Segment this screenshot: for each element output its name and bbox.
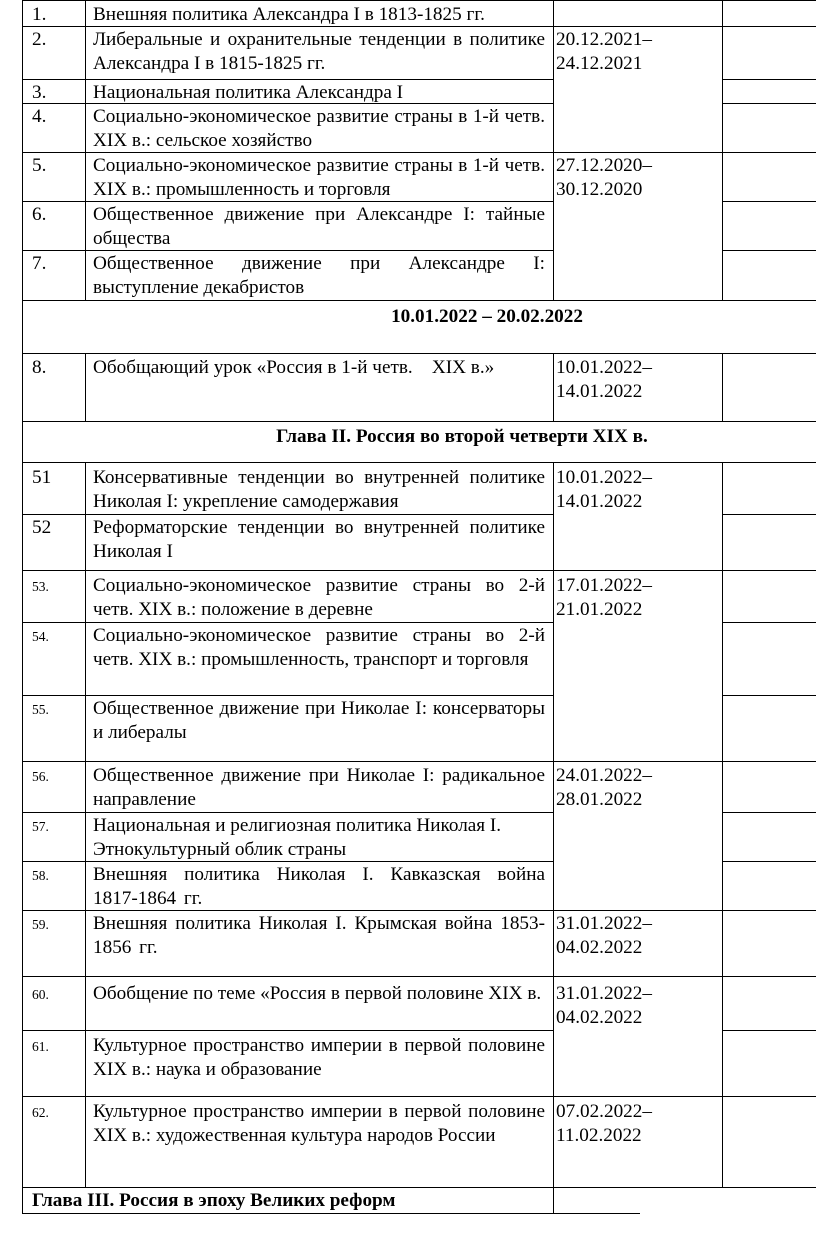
row-number: 54.: [32, 629, 49, 644]
column-divider: [553, 0, 554, 300]
row-topic: Национальная политика Александра I: [93, 82, 404, 103]
row-divider: [722, 1030, 816, 1031]
row-number: 60.: [32, 987, 49, 1002]
row-topic: Культурное пространство империи в первой половине XIX в.: наука и образование: [93, 1035, 545, 1080]
row-topic: Общественное движение при Николае I: консерваторы и либералы: [93, 698, 545, 743]
row-divider: [22, 812, 553, 813]
row-number: 57.: [32, 819, 49, 834]
row-divider: [22, 79, 553, 80]
row-topic: Национальная и религиозная политика Николая I. Этнокультурный облик страны: [93, 815, 502, 860]
row-topic: Либеральные и охранительные тенденции в политике Александра I в 1815-1825 гг.: [93, 29, 545, 74]
date-range-start: 10.01.2022–: [556, 357, 652, 378]
row-topic: Общественное движение при Александре I: выступление декабристов: [93, 253, 545, 298]
row-topic: Социально-экономическое развитие страны во 2-й четв. XIX в.: положение в деревне: [93, 575, 545, 620]
row-divider: [22, 695, 553, 696]
column-divider: [85, 353, 86, 421]
date-range-end: 04.02.2022: [556, 937, 643, 958]
row-divider: [722, 201, 816, 202]
row-number: 6.: [32, 204, 47, 225]
row-number: 56.: [32, 769, 49, 784]
column-divider: [85, 0, 86, 300]
date-range-start: 24.01.2022–: [556, 765, 652, 786]
table-border: [22, 0, 23, 1214]
row-topic: Общественное движение при Александре I: тайные общества: [93, 204, 545, 249]
row-divider: [22, 761, 816, 762]
row-number: 53.: [32, 579, 49, 594]
chapter-heading: Глава II. Россия во второй четверти XIX в.: [276, 426, 648, 447]
period-heading: 10.01.2022 – 20.02.2022: [391, 306, 583, 327]
row-divider: [22, 462, 816, 463]
date-range-start: 17.01.2022–: [556, 575, 652, 596]
row-number: 55.: [32, 702, 49, 717]
date-range-end: 30.12.2020: [556, 179, 643, 200]
row-divider: [722, 79, 816, 80]
row-divider: [22, 570, 816, 571]
column-divider: [722, 0, 723, 300]
row-divider: [722, 861, 816, 862]
row-divider: [722, 250, 816, 251]
row-divider: [22, 622, 553, 623]
row-topic: Внешняя политика Николая I. Крымская война 1853-1856 гг.: [93, 913, 545, 958]
row-divider: [22, 421, 816, 422]
row-topic: Культурное пространство империи в первой половине XIX в.: художественная культура народов России: [93, 1101, 545, 1146]
date-range-end: 28.01.2022: [556, 789, 643, 810]
row-divider: [22, 353, 816, 354]
date-range-start: 27.12.2020–: [556, 155, 652, 176]
row-divider: [22, 1030, 553, 1031]
row-divider: [722, 514, 816, 515]
row-topic: Социально-экономическое развитие страны во 2-й четв. XIX в.: промышленность, транспорт и торговля: [93, 625, 545, 670]
row-topic: Социально-экономическое развитие страны в 1-й четв. XIX в.: промышленность и торговля: [93, 155, 545, 200]
row-topic: Социально-экономическое развитие страны в 1-й четв. XIX в.: сельское хозяйство: [93, 106, 545, 151]
date-range-end: 04.02.2022: [556, 1007, 643, 1028]
row-number: 51: [32, 467, 52, 488]
row-divider: [722, 695, 816, 696]
row-topic: Внешняя политика Николая I. Кавказская война 1817-1864 гг.: [93, 864, 545, 909]
row-number: 61.: [32, 1039, 49, 1054]
date-range-end: 21.01.2022: [556, 599, 643, 620]
date-range-end: 24.12.2021: [556, 53, 643, 74]
row-number: 7.: [32, 253, 47, 274]
date-range-start: 31.01.2022–: [556, 983, 652, 1004]
row-topic: Обобщающий урок «Россия в 1-й четв. XIX в.»: [93, 357, 495, 378]
row-number: 8.: [32, 357, 47, 378]
column-divider: [85, 462, 86, 1187]
row-number: 4.: [32, 106, 47, 127]
row-number: 62.: [32, 1105, 49, 1120]
row-divider: [722, 103, 816, 104]
date-range-start: 20.12.2021–: [556, 29, 652, 50]
chapter-heading: Глава III. Россия в эпоху Великих реформ: [32, 1190, 396, 1211]
column-divider: [722, 462, 723, 1187]
row-topic: Реформаторские тенденции во внутренней политике Николая I: [93, 517, 545, 562]
column-divider: [722, 353, 723, 421]
row-topic: Внешняя политика Александра I в 1813-1825 гг.: [93, 4, 485, 25]
table-border: [22, 0, 816, 1]
row-divider: [22, 976, 816, 977]
date-range-end: 11.02.2022: [556, 1125, 642, 1146]
date-range-end: 14.01.2022: [556, 491, 643, 512]
column-divider: [553, 353, 554, 421]
row-number: 58.: [32, 868, 49, 883]
row-number: 3.: [32, 82, 47, 103]
date-range-start: 31.01.2022–: [556, 913, 652, 934]
row-number: 59.: [32, 917, 49, 932]
row-divider: [722, 812, 816, 813]
row-number: 1.: [32, 4, 47, 25]
date-range-end: 14.01.2022: [556, 381, 643, 402]
row-topic: Общественное движение при Николае I: радикальное направление: [93, 765, 545, 810]
row-number: 2.: [32, 29, 47, 50]
date-range-start: 10.01.2022–: [556, 467, 652, 488]
row-topic: Консервативные тенденции во внутренней политике Николая I: укрепление самодержавия: [93, 467, 545, 512]
row-divider: [722, 622, 816, 623]
row-topic: Обобщение по теме «Россия в первой половине XIX в.: [93, 983, 542, 1004]
row-number: 52: [32, 517, 52, 538]
table-border: [22, 1213, 640, 1214]
row-divider: [22, 300, 816, 301]
row-number: 5.: [32, 155, 47, 176]
column-divider: [553, 462, 554, 1214]
row-divider: [22, 514, 553, 515]
row-divider: [22, 1096, 816, 1097]
date-range-start: 07.02.2022–: [556, 1101, 652, 1122]
row-divider: [22, 1187, 816, 1188]
